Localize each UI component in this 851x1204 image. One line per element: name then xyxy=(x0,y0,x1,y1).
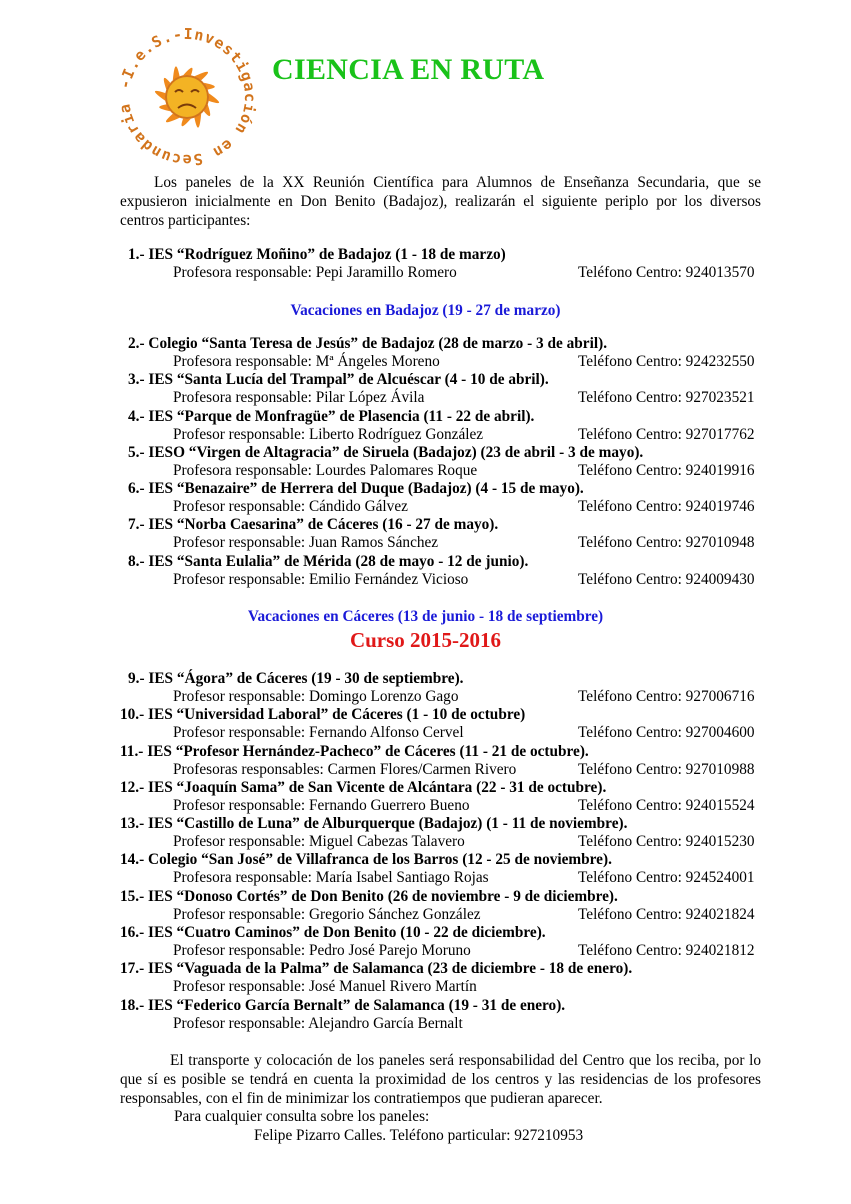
closing-paragraph: El transporte y colocación de los paneles será responsabilidad del Centro que los reciba, por lo que sí es posible se tendrá en cuenta la proximidad de los centros y las residencias de los profesores responsables, con el fin de minimizar los contratiempos que pudieran aparecer. xyxy=(120,1052,761,1107)
vacation-notice-badajoz: Vacaciones en Badajoz (19 - 27 de marzo) xyxy=(290,302,561,319)
entry-center: Colegio “San José” de Villafranca de los Barros (12 - 25 de noviembre). xyxy=(148,851,612,869)
entry-responsible: Profesora responsable: Pilar López Ávila xyxy=(173,389,425,407)
entry-center: IES “Profesor Hernández-Pacheco” de Cáceres (11 - 21 de octubre). xyxy=(147,742,589,760)
entry-number: 11.- xyxy=(120,742,144,760)
itinerary-list-course xyxy=(0,670,851,1033)
entry-center: IES “Benazaire” de Herrera del Duque (Badajoz) (4 - 15 de mayo). xyxy=(148,480,584,498)
entry-heading xyxy=(120,815,627,833)
entry-heading xyxy=(128,444,643,462)
entry-phone: Teléfono Centro: 924019916 xyxy=(578,461,755,479)
entry-phone: Teléfono Centro: 927017762 xyxy=(578,425,755,443)
itinerary-entry xyxy=(0,246,851,282)
entry-heading xyxy=(120,779,606,797)
entry-responsible: Profesor responsable: Pedro José Parejo Moruno xyxy=(173,942,471,960)
entry-center: IES “Castillo de Luna” de Alburquerque (Badajoz) (1 - 11 de noviembre). xyxy=(148,815,628,833)
entry-heading xyxy=(120,888,618,906)
entry-phone: Teléfono Centro: 927004600 xyxy=(578,724,755,742)
entry-heading xyxy=(128,670,464,688)
entry-heading xyxy=(120,706,525,724)
entry-heading xyxy=(128,516,498,534)
entry-number: 5.- xyxy=(128,443,145,461)
entry-phone: Teléfono Centro: 924021824 xyxy=(578,905,755,923)
entry-number: 8.- xyxy=(128,552,145,570)
entry-heading xyxy=(128,335,607,353)
entry-responsible: Profesor responsable: Fernando Guerrero Bueno xyxy=(173,796,470,814)
entry-responsible: Profesoras responsables: Carmen Flores/Carmen Rivero xyxy=(173,760,517,778)
sun-icon xyxy=(155,66,219,127)
entry-phone: Teléfono Centro: 924009430 xyxy=(578,570,755,588)
sun-ray xyxy=(155,91,166,101)
itinerary-entry xyxy=(0,779,851,815)
entry-responsible: Profesora responsable: Pepi Jaramillo Romero xyxy=(173,264,457,281)
entry-center: IESO “Virgen de Altagracia” de Siruela (Badajoz) (23 de abril - 3 de mayo). xyxy=(148,443,644,461)
entry-heading xyxy=(120,997,565,1015)
entry-number: 4.- xyxy=(128,407,145,425)
entry-center: IES “Santa Eulalia” de Mérida (28 de mayo - 12 de junio). xyxy=(148,552,529,570)
entry-responsible: Profesora responsable: María Isabel Santiago Rojas xyxy=(173,869,489,887)
entry-center: IES “Donoso Cortés” de Don Benito (26 de noviembre - 9 de diciembre). xyxy=(148,887,618,905)
entry-phone: Teléfono Centro: 924524001 xyxy=(578,869,755,887)
entry-responsible: Profesor responsable: Gregorio Sánchez González xyxy=(173,905,481,923)
itinerary-entry xyxy=(0,553,851,589)
itinerary-entry xyxy=(0,371,851,407)
itinerary-entry xyxy=(0,706,851,742)
entry-phone: Teléfono Centro: 924021812 xyxy=(578,942,755,960)
entry-phone: Teléfono Centro: 924015230 xyxy=(578,833,755,851)
sun-ray xyxy=(183,68,192,76)
entry-heading xyxy=(128,246,506,264)
page-title: CIENCIA EN RUTA xyxy=(272,53,545,86)
itinerary-entry xyxy=(0,851,851,887)
entry-number: 10.- xyxy=(120,706,145,724)
entry-responsible: Profesora responsable: Mª Ángeles Moreno xyxy=(173,353,440,370)
itinerary-entry xyxy=(0,444,851,480)
entry-number: 12.- xyxy=(120,778,145,796)
entry-heading xyxy=(128,553,528,571)
entry-responsible: Profesor responsable: Fernando Alfonso Cervel xyxy=(173,724,464,742)
entry-number: 14.- xyxy=(120,851,145,869)
entry-center: IES “Joaquín Sama” de San Vicente de Alcántara (22 - 31 de octubre). xyxy=(148,778,607,796)
entry-responsible: Profesor responsable: Juan Ramos Sánchez xyxy=(173,534,439,552)
entry-phone: Teléfono Centro: 927010948 xyxy=(578,534,755,552)
entry-responsible: Profesor responsable: Domingo Lorenzo Gago xyxy=(173,688,459,705)
itinerary-entry xyxy=(0,924,851,960)
entry-phone: Teléfono Centro: 924015524 xyxy=(578,796,755,814)
entry-number: 3.- xyxy=(128,371,145,389)
entry-number: 6.- xyxy=(128,480,145,498)
entry-center: IES “Vaguada de la Palma” de Salamanca (23 de diciembre - 18 de enero). xyxy=(148,960,633,978)
entry-number: 1.- xyxy=(128,246,145,263)
itinerary-entry xyxy=(0,335,851,371)
entry-number: 7.- xyxy=(128,516,145,534)
itinerary-entry xyxy=(0,670,851,706)
itinerary-entry xyxy=(0,960,851,996)
entry-responsible: Profesor responsable: José Manuel Rivero Martín xyxy=(173,978,477,996)
entry-number: 18.- xyxy=(120,996,145,1014)
entry-center: IES “Parque de Monfragüe” de Plasencia (11 - 22 de abril). xyxy=(148,407,535,425)
entry-center: IES “Federico García Bernalt” de Salamanca (19 - 31 de enero). xyxy=(148,996,566,1014)
entry-center: IES “Norba Caesarina” de Cáceres (16 - 27 de mayo). xyxy=(148,516,499,534)
entry-center: IES “Ágora” de Cáceres (19 - 30 de septiembre). xyxy=(148,670,464,687)
entry-phone: Teléfono Centro: 927023521 xyxy=(578,389,755,407)
itinerary-entry xyxy=(0,408,851,444)
itinerary-list-april-june xyxy=(0,335,851,589)
itinerary-entry xyxy=(0,516,851,552)
itinerary-entry xyxy=(0,888,851,924)
entry-heading xyxy=(120,851,612,869)
entry-responsible: Profesor responsable: Miguel Cabezas Talavero xyxy=(173,833,465,851)
entry-responsible: Profesor responsable: Cándido Gálvez xyxy=(173,498,408,516)
itinerary-entry xyxy=(0,815,851,851)
entry-phone: Teléfono Centro: 927010988 xyxy=(578,760,755,778)
itinerary-entry xyxy=(0,743,851,779)
entry-heading xyxy=(128,408,534,426)
entry-phone: Teléfono Centro: 924232550 xyxy=(578,353,755,370)
ies-investigacion-logo xyxy=(112,22,262,172)
entry-heading xyxy=(128,480,584,498)
entry-number: 13.- xyxy=(120,815,145,833)
entry-number: 2.- xyxy=(128,335,145,352)
entry-responsible: Profesor responsable: Emilio Fernández Vicioso xyxy=(173,570,469,588)
entry-center: IES “Cuatro Caminos” de Don Benito (10 - 22 de diciembre). xyxy=(148,924,546,942)
entry-number: 17.- xyxy=(120,960,145,978)
entry-heading xyxy=(120,924,546,942)
contact-line: Felipe Pizarro Calles. Teléfono particular: 927210953 xyxy=(254,1127,584,1144)
entry-number: 9.- xyxy=(128,670,145,687)
entry-heading xyxy=(120,743,589,761)
itinerary-entry xyxy=(0,997,851,1033)
entry-phone: Teléfono Centro: 927006716 xyxy=(578,688,755,705)
sun-ray xyxy=(209,93,220,103)
entry-center: Colegio “Santa Teresa de Jesús” de Badajoz (28 de marzo - 3 de abril). xyxy=(148,335,608,352)
sun-ray xyxy=(181,119,190,127)
itinerary-entry xyxy=(0,480,851,516)
entry-number: 15.- xyxy=(120,887,145,905)
entry-phone: Teléfono Centro: 924019746 xyxy=(578,498,755,516)
logo-ring-text: -I.e.S.-Investigación en Secundaria xyxy=(115,24,260,170)
entry-heading xyxy=(128,371,549,389)
vacation-notice-caceres: Vacaciones en Cáceres (13 de junio - 18 de septiembre) xyxy=(247,608,604,625)
entry-responsible: Profesor responsable: Alejandro García Bernalt xyxy=(173,1014,463,1032)
entry-number: 16.- xyxy=(120,924,145,942)
contact-intro: Para cualquier consulta sobre los paneles: xyxy=(174,1108,430,1125)
itinerary-list-spring xyxy=(0,246,851,282)
intro-paragraph: Los paneles de la XX Reunión Científica para Alumnos de Enseñanza Secundaria, que se expusieron inicialmente en Don Benito (Badajoz), realizarán el siguiente periplo por los diversos centros participantes: xyxy=(120,174,761,229)
entry-phone: Teléfono Centro: 924013570 xyxy=(578,264,755,281)
entry-center: IES “Santa Lucía del Trampal” de Alcuéscar (4 - 10 de abril). xyxy=(148,371,549,389)
entry-responsible: Profesor responsable: Liberto Rodríguez González xyxy=(173,425,484,443)
entry-center: IES “Universidad Laboral” de Cáceres (1 - 10 de octubre) xyxy=(148,706,526,724)
entry-responsible: Profesora responsable: Lourdes Palomares Roque xyxy=(173,461,478,479)
entry-heading xyxy=(120,960,632,978)
course-heading: Curso 2015-2016 xyxy=(349,628,502,652)
entry-center: IES “Rodríguez Moñino” de Badajoz (1 - 18 de marzo) xyxy=(148,246,506,263)
